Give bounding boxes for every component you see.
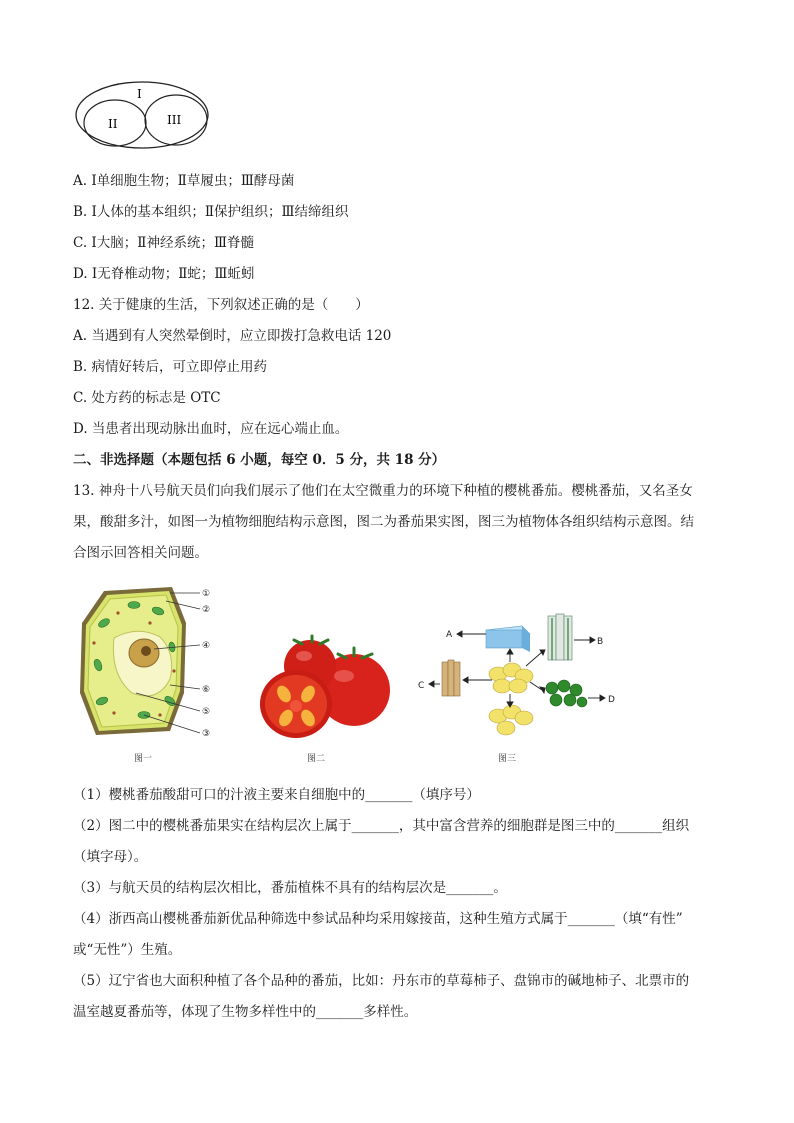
q13-stem-line-2: 果，酸甜多汁，如图一为植物细胞结构示意图，图二为番茄果实图，图三为植物体各组织结构示意图。结 xyxy=(73,514,694,530)
q13-sub-4-cont: 或“无性”）生殖。 xyxy=(73,942,182,958)
q11-option-c: C. Ⅰ大脑；Ⅱ神经系统；Ⅲ脊髓 xyxy=(73,235,254,251)
venn-label-outer: I xyxy=(137,87,142,101)
tissue-figure xyxy=(414,608,624,743)
tissue-label-d: D xyxy=(608,695,615,705)
tissue-label-c: C xyxy=(418,681,425,691)
venn-label-right: III xyxy=(167,113,182,127)
q11-option-d: D. Ⅰ无脊椎动物；Ⅱ蛇；Ⅲ蚯蚓 xyxy=(73,266,255,282)
venn-diagram xyxy=(70,78,220,150)
q13-sub-2-cont: （填字母）。 xyxy=(73,849,148,865)
cell-label-1: ① xyxy=(202,589,211,599)
tissue-label-b: B xyxy=(597,637,604,647)
q12-option-d: D. 当患者出现动脉出血时，应在远心端止血。 xyxy=(73,421,349,437)
q13-sub-5: （5）辽宁省也大面积种植了各个品种的番茄，比如：丹东市的草莓柿子、盘锦市的碱地柿子、北票市的 xyxy=(73,973,690,989)
q11-option-a: A. Ⅰ单细胞生物；Ⅱ草履虫；Ⅲ酵母菌 xyxy=(73,173,295,189)
q12-option-a: A. 当遇到有人突然晕倒时，应立即拨打急救电话 120 xyxy=(73,328,392,344)
cell-label-6: ⑥ xyxy=(202,685,211,695)
q13-sub-4: （4）浙西高山樱桃番茄新优品种筛选中参试品种均采用嫁接苗，这种生殖方式属于_______（填“有性” xyxy=(73,911,683,927)
plant-cell-figure xyxy=(74,583,224,743)
q12-option-c: C. 处方药的标志是 OTC xyxy=(73,390,221,406)
q12-option-b: B. 病情好转后，可立即停止用药 xyxy=(73,359,268,375)
figure-1-caption: 图一 xyxy=(134,754,153,764)
venn-label-left: II xyxy=(108,117,118,131)
q13-sub-3: （3）与航天员的结构层次相比，番茄植株不具有的结构层次是_______。 xyxy=(73,880,507,896)
tissue-label-a: A xyxy=(446,630,453,640)
figure-2-caption: 图二 xyxy=(307,754,326,764)
figure-3-caption: 图三 xyxy=(498,754,517,764)
q11-option-b: B. Ⅰ人体的基本组织；Ⅱ保护组织；Ⅲ结缔组织 xyxy=(73,204,349,220)
cell-label-3: ③ xyxy=(202,729,211,739)
cell-label-2: ② xyxy=(202,605,211,615)
cell-label-5: ⑤ xyxy=(202,707,211,717)
cell-label-4: ④ xyxy=(202,641,211,651)
tomato-figure xyxy=(256,632,396,744)
q13-sub-5-cont: 温室越夏番茄等，体现了生物多样性中的_______多样性。 xyxy=(73,1004,418,1020)
q13-stem-line-3: 合图示回答相关问题。 xyxy=(73,545,208,561)
q12-stem: 12. 关于健康的生活，下列叙述正确的是（ ） xyxy=(73,297,369,313)
q13-sub-2: （2）图二中的樱桃番茄果实在结构层次上属于_______，其中富含营养的细胞群是图三中的_______组织 xyxy=(73,818,690,834)
section-title: 二、非选择题（本题包括 6 小题，每空 0．5 分，共 18 分） xyxy=(73,452,446,468)
q13-stem-line-1: 13. 神舟十八号航天员们向我们展示了他们在太空微重力的环境下种植的樱桃番茄。樱桃番茄，又名圣女 xyxy=(73,483,693,499)
q13-sub-1: （1）樱桃番茄酸甜可口的汁液主要来自细胞中的_______（填序号） xyxy=(73,787,480,803)
